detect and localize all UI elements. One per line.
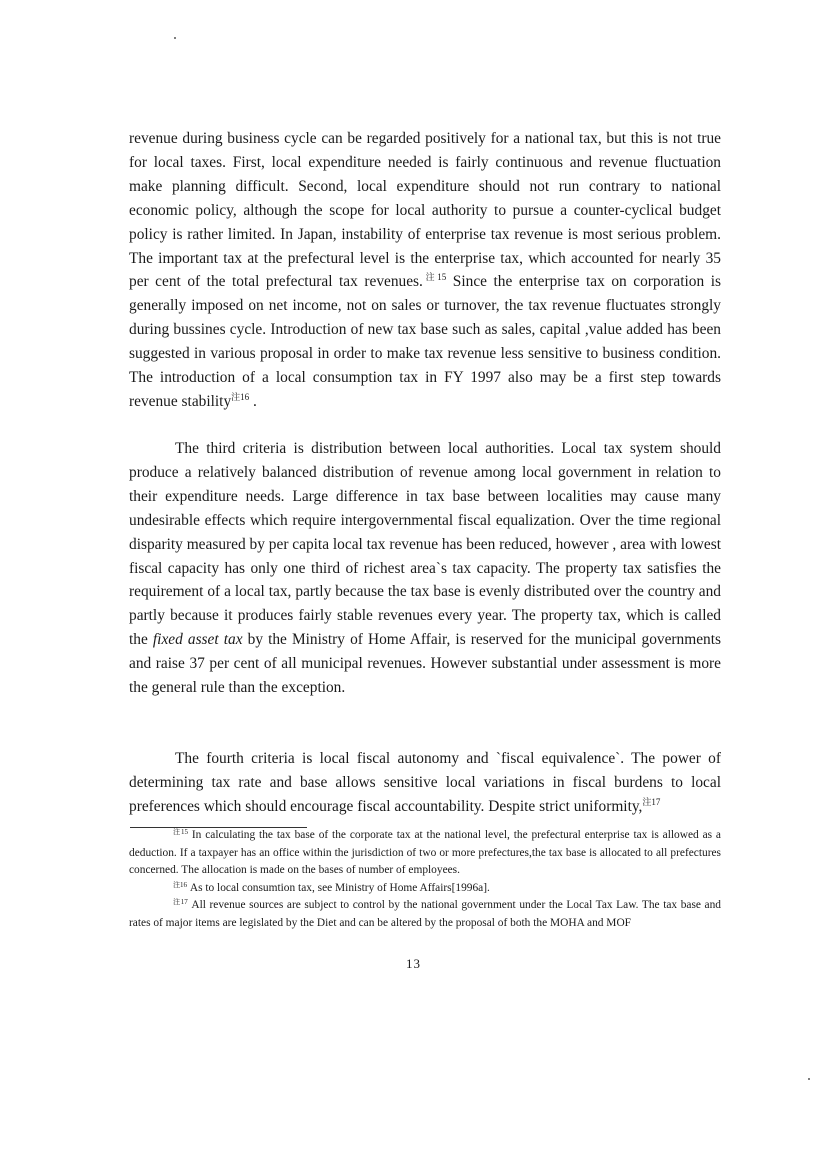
scan-speck	[808, 1078, 810, 1080]
fixed-asset-tax-term: fixed asset tax	[152, 631, 243, 649]
footnote-17	[129, 897, 721, 932]
paragraph-3-text-a: The fourth criteria is local fiscal autonomy and `fiscal equivalence`. The power of determining tax rate and base allows sensitive local variations in fiscal burdens to local preferences which should encourage fiscal accountability. Despite strict uniformity,	[129, 750, 721, 815]
footnote-15	[129, 827, 721, 880]
footnote-15-text: In calculating the tax base of the corporate tax at the national level, the prefectural enterprise tax is allowed as a deduction. If a taxpayer has an office within the jurisdiction of two or more prefectures,the tax base is allocated to all prefectures concerned. The allocation is made on the bases of number of employees.	[129, 829, 721, 876]
footnote-ref-16[interactable]: 注16	[231, 391, 250, 402]
footnote-ref-15[interactable]: 注15	[422, 272, 447, 283]
paragraph-2-text-b: by the Ministry of Home Affair, is reserved for the municipal governments and raise 37 per cent of all municipal revenues. However substantial under assessment is more the general rule than the exception.	[129, 631, 721, 697]
footnote-17-marker: 注17	[173, 898, 188, 906]
body-paragraph-1	[129, 127, 721, 414]
footnote-16-marker: 注16	[173, 880, 187, 889]
footnote-15-marker: 注15	[173, 828, 189, 836]
page-number: 13	[406, 956, 421, 971]
body-paragraph-3	[129, 747, 721, 819]
paragraph-1-text-c: .	[249, 392, 257, 410]
footnote-16	[129, 880, 721, 898]
scan-speck	[174, 37, 176, 39]
footnotes-section	[129, 827, 721, 932]
paragraph-1-text-b: Since the enterprise tax on corporation is generally imposed on net income, not on sales or turnover, the tax revenue fluctuates strongly during bussines cycle. Introduction of new tax base such as sales, capital ,value added has been suggested in various proposal in order to make tax revenue less sensitive to business condition. The introduction of a local consumption tax in FY 1997 also may be a first step towards revenue stability	[129, 273, 721, 410]
body-paragraph-2	[129, 437, 721, 700]
footnote-ref-17[interactable]: 注17	[642, 796, 661, 807]
footnote-17-text: All revenue sources are subject to control by the national government under the Local Tax Law. The tax base and rates of major items are legislated by the Diet and can be altered by the proposal of both the MOHA and MOF	[129, 899, 721, 929]
paragraph-2-text-a: The third criteria is distribution between local authorities. Local tax system should produce a relatively balanced distribution of revenue among local government in relation to their expenditure needs. Large difference in tax base between localities may cause many undesirable effects which require intergovernmental fiscal equalization. Over the time regional disparity measured by per capita local tax revenue has been reduced, however , area with lowest fiscal capacity has only one third of richest area`s tax capacity. The property tax satisfies the requirement of a local tax, partly because the tax base is evenly distributed over the country and partly because it produces fairly stable revenues every year. The property tax, which is called the	[129, 440, 721, 649]
paragraph-1-text-a: revenue during business cycle can be regarded positively for a national tax, but this is not true for local taxes. First, local expenditure needed is fairly continuous and revenue fluctuation make planning difficult. Second, local expenditure should not run contrary to national economic policy, although the scope for local authority to pursue a counter-cyclical budget policy is rather limited. In Japan, instability of enterprise tax revenue is most serious problem. The important tax at the prefectural level is the enterprise tax, which accounted for nearly 35 per cent of the total prefectural tax revenues.	[129, 130, 721, 291]
footnote-16-text: As to local consumtion tax, see Ministry of Home Affairs[1996a].	[187, 881, 490, 894]
